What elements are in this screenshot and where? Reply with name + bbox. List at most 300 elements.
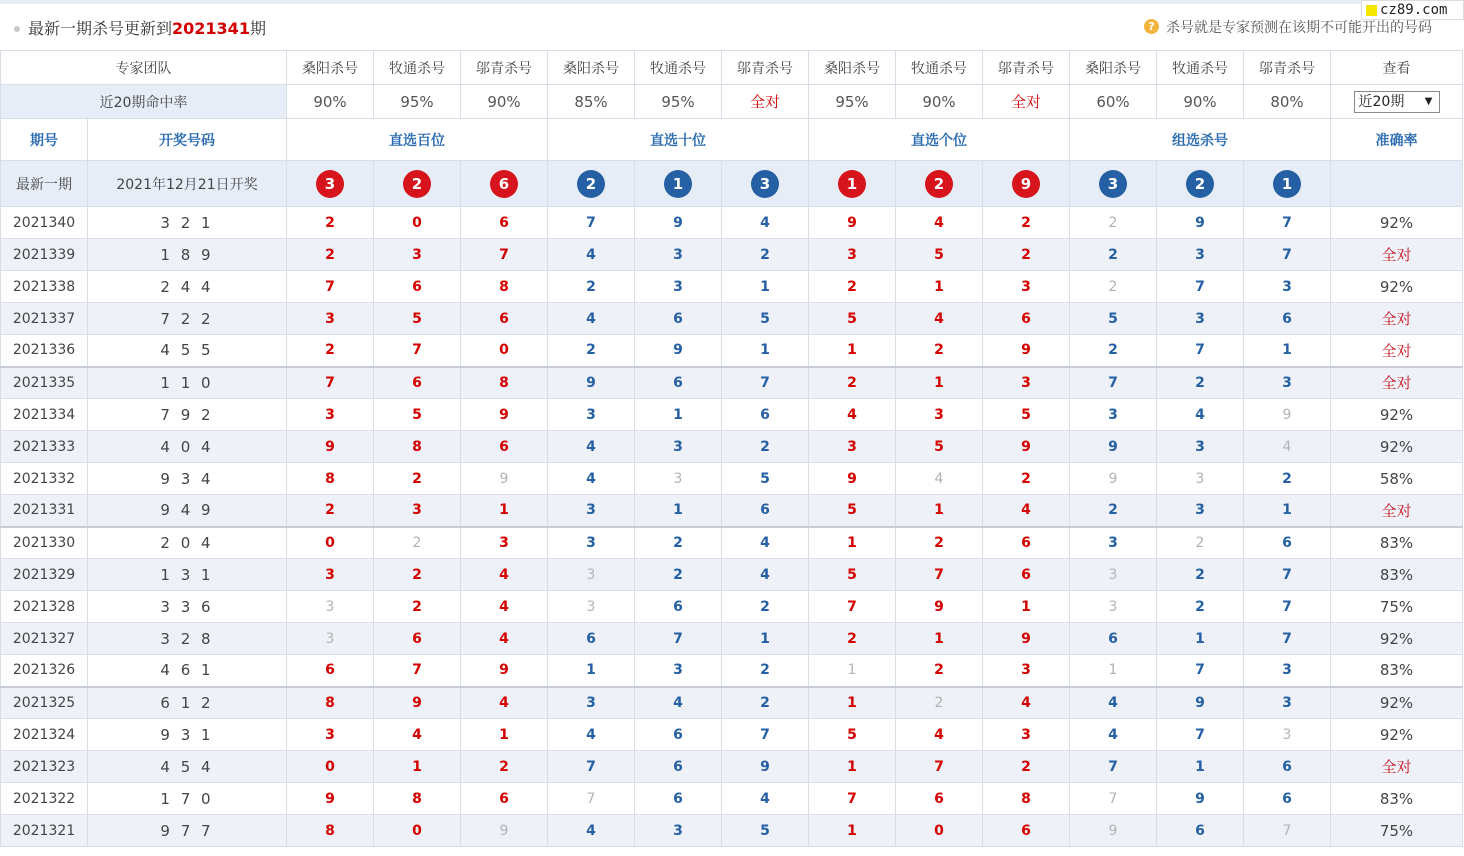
hundreds-header: 直选百位	[287, 119, 548, 161]
kill-number-cell: 3	[1070, 527, 1157, 559]
kill-number-cell: 9	[722, 751, 809, 783]
kill-number-cell: 3	[635, 463, 722, 495]
kill-number-cell: 6	[635, 783, 722, 815]
period-cell: 2021330	[1, 527, 88, 559]
kill-number-cell: 2	[374, 527, 461, 559]
kill-number-cell: 9	[461, 463, 548, 495]
table-row	[1, 271, 1463, 303]
kill-number-cell: 6	[635, 367, 722, 399]
kill-number-cell: 7	[1157, 335, 1244, 367]
kill-number-cell: 8	[461, 271, 548, 303]
kill-number-cell: 6	[1157, 815, 1244, 847]
kill-number-cell: 2	[1070, 495, 1157, 527]
kill-number-cell: 1	[1157, 623, 1244, 655]
expert-name: 邬青杀号	[722, 51, 809, 85]
kill-number-cell: 3	[983, 719, 1070, 751]
period-header: 期号	[1, 119, 88, 161]
latest-ball-cell	[548, 161, 635, 207]
kill-number-cell: 5	[722, 303, 809, 335]
kill-number-cell: 9	[1157, 687, 1244, 719]
kill-number-cell: 9	[287, 783, 374, 815]
kill-number-cell: 1	[1070, 655, 1157, 687]
accuracy-cell: 92%	[1331, 207, 1463, 239]
period-cell: 2021340	[1, 207, 88, 239]
bullet-icon	[14, 26, 20, 32]
kill-number-cell: 9	[983, 335, 1070, 367]
hit-rate-value: 90%	[1157, 85, 1244, 119]
kill-number-cell: 5	[809, 495, 896, 527]
table-row	[1, 367, 1463, 399]
kill-number-cell: 4	[548, 303, 635, 335]
draw-number-cell: 9 3 1	[88, 719, 287, 751]
kill-number-cell: 7	[374, 655, 461, 687]
kill-number-cell: 8	[287, 463, 374, 495]
table-row	[1, 815, 1463, 847]
kill-number-cell: 3	[635, 431, 722, 463]
kill-number-cell: 3	[635, 271, 722, 303]
kill-number-cell: 3	[1244, 367, 1331, 399]
site-logo[interactable]	[1361, 0, 1464, 20]
units-header: 直选个位	[809, 119, 1070, 161]
kill-number-cell: 9	[1244, 399, 1331, 431]
kill-ball: 3	[316, 170, 344, 198]
kill-number-cell: 3	[635, 655, 722, 687]
kill-number-cell: 2	[896, 335, 983, 367]
kill-number-cell: 4	[722, 207, 809, 239]
kill-number-cell: 6	[983, 527, 1070, 559]
table-row	[1, 335, 1463, 367]
latest-prediction-row	[1, 161, 1463, 207]
kill-number-cell: 7	[722, 719, 809, 751]
kill-number-cell: 7	[1244, 559, 1331, 591]
accuracy-cell: 92%	[1331, 271, 1463, 303]
kill-number-cell: 1	[461, 719, 548, 751]
draw-number-cell: 1 7 0	[88, 783, 287, 815]
kill-number-cell: 3	[1157, 239, 1244, 271]
kill-number-cell: 1	[1244, 495, 1331, 527]
draw-number-cell: 9 4 9	[88, 495, 287, 527]
draw-number-cell: 6 1 2	[88, 687, 287, 719]
kill-number-cell: 0	[374, 207, 461, 239]
kill-number-cell: 2	[896, 527, 983, 559]
latest-ball-cell	[1070, 161, 1157, 207]
expert-name: 牧通杀号	[374, 51, 461, 85]
expert-name: 桑阳杀号	[287, 51, 374, 85]
kill-number-cell: 1	[461, 495, 548, 527]
kill-number-cell: 2	[374, 559, 461, 591]
kill-number-cell: 9	[635, 335, 722, 367]
kill-number-cell: 8	[461, 367, 548, 399]
period-cell: 2021322	[1, 783, 88, 815]
period-cell: 2021321	[1, 815, 88, 847]
kill-number-cell: 6	[896, 783, 983, 815]
kill-number-cell: 5	[1070, 303, 1157, 335]
period-cell: 2021335	[1, 367, 88, 399]
kill-number-cell: 4	[548, 719, 635, 751]
kill-number-cell: 6	[461, 431, 548, 463]
kill-number-cell: 7	[1070, 783, 1157, 815]
kill-number-cell: 3	[896, 399, 983, 431]
kill-number-cell: 0	[461, 335, 548, 367]
kill-number-cell: 9	[461, 399, 548, 431]
kill-number-cell: 4	[1244, 431, 1331, 463]
period-cell: 2021333	[1, 431, 88, 463]
table-row	[1, 687, 1463, 719]
kill-number-cell: 6	[461, 303, 548, 335]
kill-ball: 1	[838, 170, 866, 198]
kill-number-cell: 6	[374, 623, 461, 655]
kill-number-cell: 9	[1157, 207, 1244, 239]
kill-number-cell: 9	[983, 623, 1070, 655]
kill-number-cell: 2	[896, 687, 983, 719]
kill-number-cell: 7	[896, 751, 983, 783]
period-cell: 2021337	[1, 303, 88, 335]
latest-date: 2021年12月21日开奖	[88, 161, 287, 207]
draw-number-cell: 4 5 5	[88, 335, 287, 367]
kill-number-cell: 6	[635, 591, 722, 623]
period-select-value: 近20期	[1358, 93, 1405, 110]
kill-ball: 2	[925, 170, 953, 198]
expert-row	[1, 51, 1463, 85]
period-cell: 2021324	[1, 719, 88, 751]
hit-rate-value: 90%	[287, 85, 374, 119]
kill-number-cell: 4	[896, 463, 983, 495]
kill-number-cell: 6	[635, 751, 722, 783]
kill-ball: 1	[664, 170, 692, 198]
kill-number-cell: 3	[1244, 687, 1331, 719]
draw-number-cell: 4 6 1	[88, 655, 287, 687]
kill-number-cell: 3	[287, 559, 374, 591]
kill-number-cell: 4	[635, 687, 722, 719]
kill-number-cell: 4	[809, 399, 896, 431]
kill-number-cell: 2	[461, 751, 548, 783]
kill-number-cell: 3	[548, 399, 635, 431]
kill-number-cell: 1	[1244, 335, 1331, 367]
kill-number-cell: 6	[983, 815, 1070, 847]
period-cell: 2021334	[1, 399, 88, 431]
kill-number-cell: 8	[287, 687, 374, 719]
kill-ball: 2	[1186, 170, 1214, 198]
kill-number-cell: 2	[287, 335, 374, 367]
logo-text: cz89.com	[1380, 2, 1448, 18]
kill-number-cell: 7	[374, 335, 461, 367]
table-row	[1, 495, 1463, 527]
kill-number-cell: 9	[1157, 783, 1244, 815]
period-cell: 2021331	[1, 495, 88, 527]
period-cell: 2021332	[1, 463, 88, 495]
update-title	[28, 16, 266, 39]
kill-number-cell: 7	[809, 591, 896, 623]
kill-number-cell: 1	[722, 335, 809, 367]
kill-number-cell: 7	[287, 271, 374, 303]
kill-number-cell: 1	[809, 655, 896, 687]
kill-ball: 2	[577, 170, 605, 198]
kill-number-cell: 4	[1070, 719, 1157, 751]
kill-number-cell: 9	[1070, 463, 1157, 495]
kill-number-cell: 3	[1244, 271, 1331, 303]
accuracy-cell: 83%	[1331, 783, 1463, 815]
draw-number-cell: 9 3 4	[88, 463, 287, 495]
kill-number-cell: 5	[374, 399, 461, 431]
kill-number-cell: 4	[722, 559, 809, 591]
kill-ball: 9	[1012, 170, 1040, 198]
kill-ball: 6	[490, 170, 518, 198]
kill-number-cell: 3	[1244, 655, 1331, 687]
kill-number-cell: 7	[1070, 367, 1157, 399]
period-select[interactable]	[1354, 91, 1440, 113]
kill-number-cell: 2	[722, 591, 809, 623]
draw-number-cell: 3 2 8	[88, 623, 287, 655]
kill-number-cell: 2	[1157, 367, 1244, 399]
kill-number-cell: 2	[287, 239, 374, 271]
table-row	[1, 239, 1463, 271]
kill-number-cell: 3	[287, 399, 374, 431]
accuracy-cell: 92%	[1331, 399, 1463, 431]
kill-number-cell: 3	[1070, 559, 1157, 591]
expert-name: 牧通杀号	[635, 51, 722, 85]
kill-number-cell: 1	[809, 335, 896, 367]
kill-number-cell: 3	[287, 719, 374, 751]
kill-number-cell: 2	[1157, 559, 1244, 591]
kill-number-cell: 7	[548, 207, 635, 239]
kill-number-cell: 6	[1244, 751, 1331, 783]
kill-number-cell: 3	[983, 367, 1070, 399]
period-cell: 2021328	[1, 591, 88, 623]
kill-number-cell: 2	[722, 687, 809, 719]
chevron-down-icon: ▼	[1424, 95, 1433, 107]
kill-number-cell: 2	[1070, 271, 1157, 303]
draw-number-cell: 1 8 9	[88, 239, 287, 271]
table-row	[1, 591, 1463, 623]
kill-number-cell: 4	[1070, 687, 1157, 719]
kill-number-cell: 1	[809, 527, 896, 559]
expert-name: 桑阳杀号	[1070, 51, 1157, 85]
kill-number-cell: 2	[548, 271, 635, 303]
accuracy-cell: 92%	[1331, 687, 1463, 719]
draw-number-cell: 9 7 7	[88, 815, 287, 847]
kill-number-cell: 6	[1244, 527, 1331, 559]
hit-rate-value: 95%	[374, 85, 461, 119]
kill-number-cell: 3	[548, 559, 635, 591]
kill-number-cell: 6	[461, 207, 548, 239]
kill-number-cell: 3	[287, 303, 374, 335]
kill-number-cell: 6	[1070, 623, 1157, 655]
kill-number-cell: 3	[548, 687, 635, 719]
kill-number-cell: 7	[548, 783, 635, 815]
kill-number-cell: 7	[1244, 239, 1331, 271]
kill-number-cell: 1	[896, 271, 983, 303]
table-row	[1, 719, 1463, 751]
kill-number-cell: 2	[287, 207, 374, 239]
kill-number-cell: 6	[635, 303, 722, 335]
hit-rate-value: 95%	[635, 85, 722, 119]
latest-accuracy-empty	[1331, 161, 1463, 207]
kill-number-cell: 7	[1157, 655, 1244, 687]
kill-number-cell: 1	[896, 367, 983, 399]
kill-number-cell: 0	[287, 751, 374, 783]
table-row	[1, 303, 1463, 335]
period-select-cell	[1331, 85, 1463, 119]
kill-number-cell: 4	[548, 431, 635, 463]
kill-number-cell: 9	[1070, 815, 1157, 847]
kill-number-cell: 7	[722, 367, 809, 399]
kill-number-cell: 1	[635, 495, 722, 527]
table-row	[1, 463, 1463, 495]
kill-number-cell: 7	[1157, 271, 1244, 303]
kill-number-cell: 7	[635, 623, 722, 655]
kill-number-cell: 7	[1244, 207, 1331, 239]
kill-number-cell: 4	[1157, 399, 1244, 431]
kill-number-cell: 4	[896, 207, 983, 239]
kill-number-cell: 3	[548, 495, 635, 527]
kill-number-cell: 2	[1070, 207, 1157, 239]
accuracy-cell: 75%	[1331, 591, 1463, 623]
accuracy-cell: 92%	[1331, 431, 1463, 463]
kill-number-cell: 7	[461, 239, 548, 271]
latest-ball-cell	[722, 161, 809, 207]
kill-number-cell: 4	[722, 783, 809, 815]
latest-ball-cell	[809, 161, 896, 207]
expert-name: 邬青杀号	[461, 51, 548, 85]
kill-number-cell: 2	[1070, 239, 1157, 271]
kill-number-cell: 3	[287, 623, 374, 655]
period-cell: 2021338	[1, 271, 88, 303]
kill-number-cell: 8	[287, 815, 374, 847]
kill-number-cell: 4	[896, 719, 983, 751]
kill-number-cell: 4	[548, 815, 635, 847]
kill-number-cell: 2	[1157, 591, 1244, 623]
kill-number-cell: 9	[461, 815, 548, 847]
period-cell: 2021327	[1, 623, 88, 655]
kill-number-cell: 2	[374, 591, 461, 623]
page-header	[0, 4, 1464, 50]
kill-number-cell: 1	[1157, 751, 1244, 783]
latest-ball-cell	[635, 161, 722, 207]
kill-number-cell: 1	[722, 271, 809, 303]
kill-number-cell: 3	[809, 239, 896, 271]
kill-number-cell: 1	[809, 751, 896, 783]
accuracy-cell: 92%	[1331, 719, 1463, 751]
kill-number-cell: 5	[722, 815, 809, 847]
kill-number-cell: 5	[983, 399, 1070, 431]
kill-number-cell: 4	[374, 719, 461, 751]
kill-number-cell: 4	[461, 687, 548, 719]
kill-number-cell: 7	[1244, 623, 1331, 655]
view-label: 查看	[1331, 51, 1463, 85]
kill-number-cell: 9	[983, 431, 1070, 463]
kill-number-cell: 3	[1070, 591, 1157, 623]
kill-number-cell: 2	[287, 495, 374, 527]
period-cell: 2021326	[1, 655, 88, 687]
title-prefix: 最新一期杀号更新到	[28, 19, 173, 38]
tens-header: 直选十位	[548, 119, 809, 161]
kill-number-cell: 1	[896, 623, 983, 655]
kill-number-cell: 7	[1244, 815, 1331, 847]
kill-number-cell: 9	[896, 591, 983, 623]
kill-number-cell: 4	[461, 559, 548, 591]
kill-number-cell: 2	[1244, 463, 1331, 495]
kill-number-cell: 8	[983, 783, 1070, 815]
kill-number-cell: 1	[809, 687, 896, 719]
accuracy-cell: 全对	[1331, 303, 1463, 335]
table-row	[1, 527, 1463, 559]
latest-ball-cell	[1157, 161, 1244, 207]
kill-number-cell: 9	[548, 367, 635, 399]
expert-name: 桑阳杀号	[548, 51, 635, 85]
hit-rate-value: 全对	[722, 85, 809, 119]
kill-number-cell: 6	[374, 271, 461, 303]
kill-number-cell: 2	[809, 367, 896, 399]
draw-number-cell: 3 2 1	[88, 207, 287, 239]
latest-ball-cell	[374, 161, 461, 207]
kill-number-cell: 6	[635, 719, 722, 751]
hit-rate-label: 近20期命中率	[1, 85, 287, 119]
hit-rate-value: 90%	[461, 85, 548, 119]
kill-number-cell: 9	[461, 655, 548, 687]
period-cell: 2021339	[1, 239, 88, 271]
kill-number-cell: 2	[983, 463, 1070, 495]
kill-number-cell: 6	[983, 559, 1070, 591]
draw-number-cell: 1 1 0	[88, 367, 287, 399]
kill-number-cell: 5	[809, 719, 896, 751]
hit-rate-value: 90%	[896, 85, 983, 119]
kill-number-cell: 4	[461, 591, 548, 623]
latest-ball-cell	[896, 161, 983, 207]
kill-number-cell: 2	[809, 271, 896, 303]
kill-number-cell: 6	[374, 367, 461, 399]
kill-number-cell: 4	[983, 495, 1070, 527]
kill-number-cell: 2	[635, 527, 722, 559]
draw-number-cell: 2 0 4	[88, 527, 287, 559]
latest-ball-cell	[287, 161, 374, 207]
hit-rate-value: 60%	[1070, 85, 1157, 119]
logo-square-icon	[1366, 5, 1377, 16]
kill-number-cell: 6	[1244, 303, 1331, 335]
kill-number-cell: 3	[548, 591, 635, 623]
draw-number-cell: 1 3 1	[88, 559, 287, 591]
kill-number-cell: 5	[809, 303, 896, 335]
draw-number-cell: 7 9 2	[88, 399, 287, 431]
kill-number-cell: 6	[548, 623, 635, 655]
kill-number-cell: 9	[809, 207, 896, 239]
kill-number-cell: 6	[1244, 783, 1331, 815]
kill-number-cell: 3	[635, 239, 722, 271]
kill-number-cell: 4	[722, 527, 809, 559]
kill-number-cell: 2	[722, 655, 809, 687]
kill-number-cell: 3	[1157, 495, 1244, 527]
kill-number-cell: 4	[461, 623, 548, 655]
kill-number-cell: 4	[983, 687, 1070, 719]
table-row	[1, 751, 1463, 783]
draw-number-cell: 2 4 4	[88, 271, 287, 303]
kill-number-cell: 2	[722, 431, 809, 463]
accuracy-cell: 83%	[1331, 559, 1463, 591]
accuracy-cell: 全对	[1331, 495, 1463, 527]
kill-number-cell: 9	[287, 431, 374, 463]
kill-number-cell: 2	[1157, 527, 1244, 559]
kill-number-cell: 3	[461, 527, 548, 559]
title-suffix: 期	[249, 19, 266, 38]
period-cell: 2021323	[1, 751, 88, 783]
kill-ball: 3	[751, 170, 779, 198]
kill-number-cell: 3	[809, 431, 896, 463]
kill-number-cell: 3	[1157, 303, 1244, 335]
kill-number-cell: 9	[809, 463, 896, 495]
latest-ball-cell	[1244, 161, 1331, 207]
accuracy-cell: 75%	[1331, 815, 1463, 847]
kill-number-cell: 7	[896, 559, 983, 591]
table-row	[1, 559, 1463, 591]
